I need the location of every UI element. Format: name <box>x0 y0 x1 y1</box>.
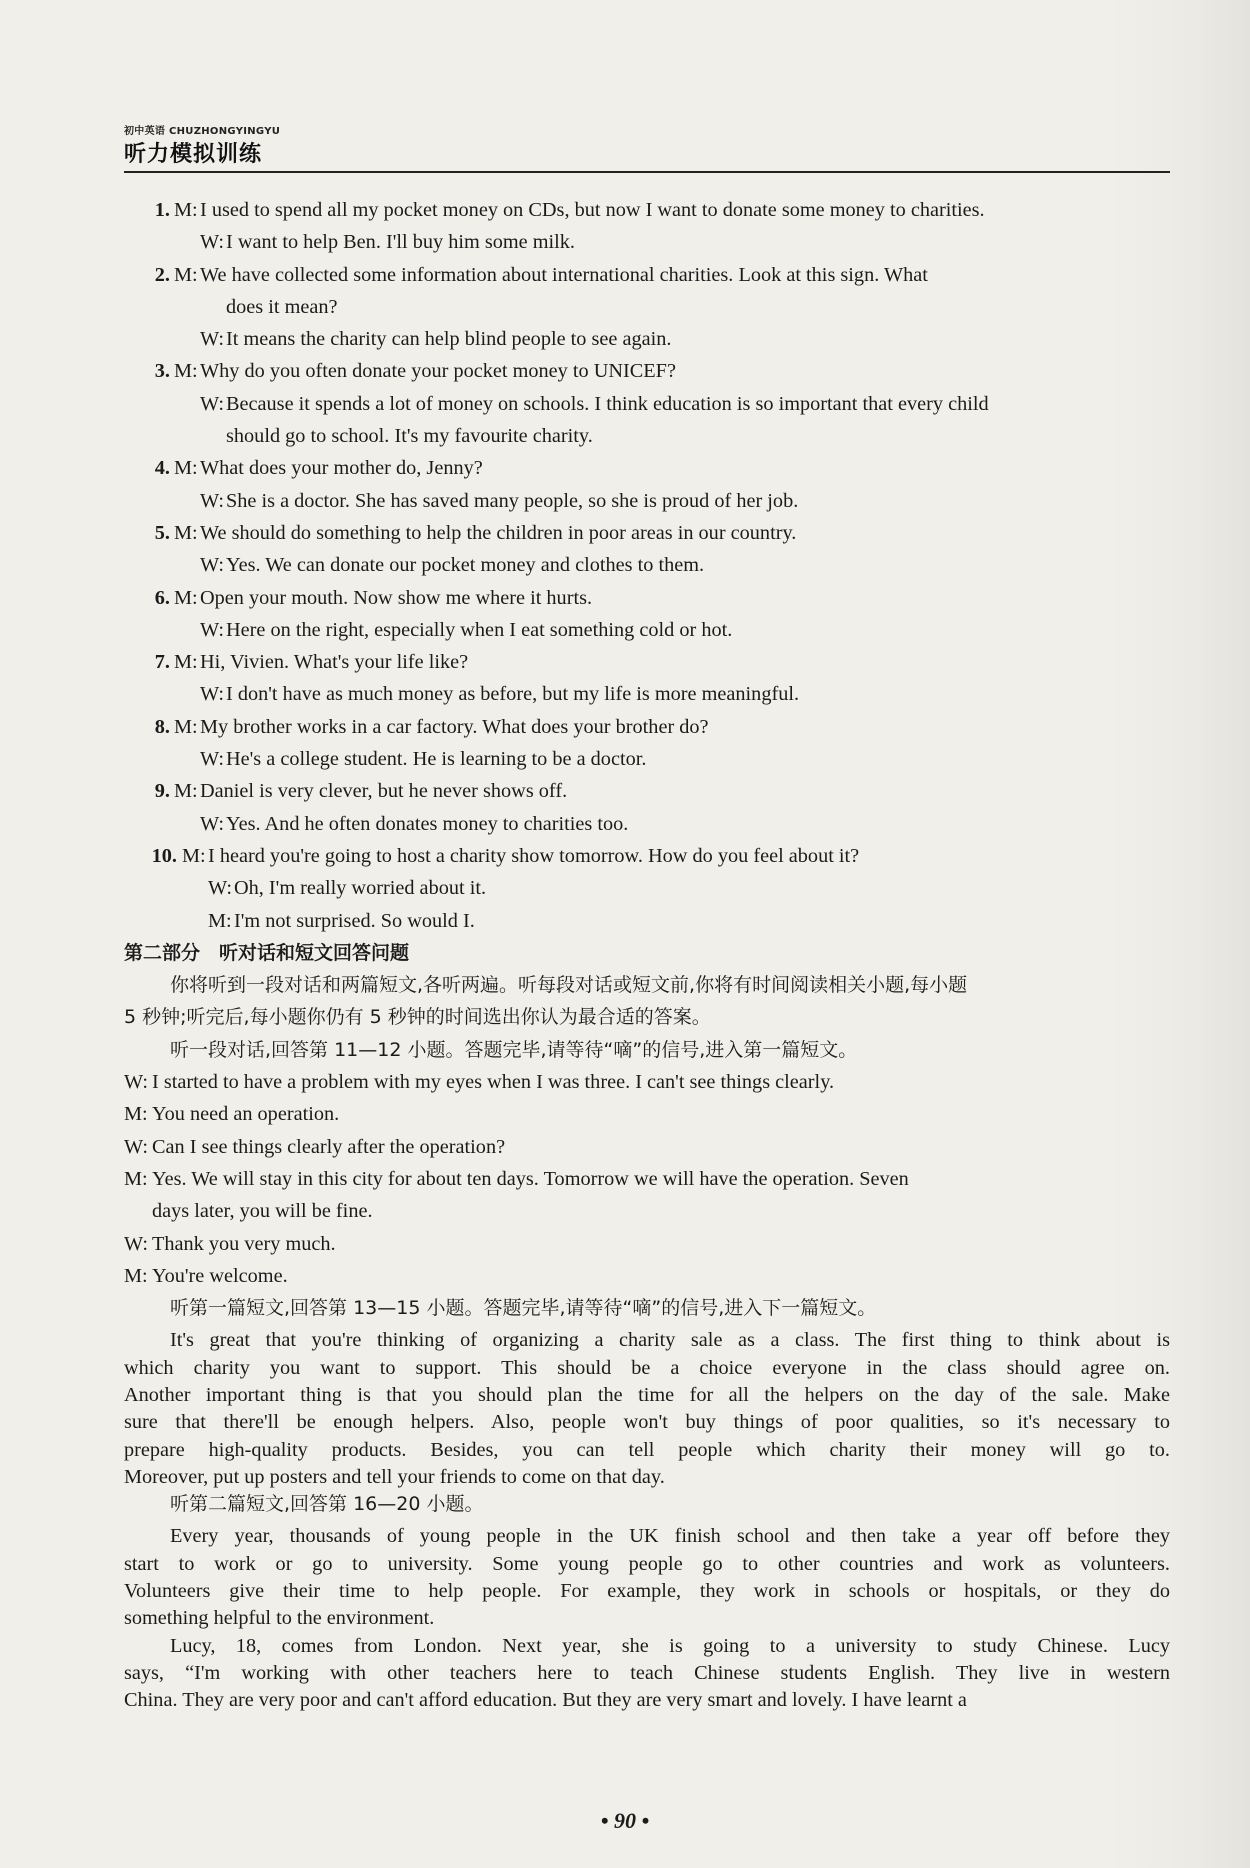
dialogue-text: Yes. We will stay in this city for about ten days. Tomorrow we will have the operation. Seven <box>152 1167 909 1190</box>
passage1-instruction: 听第一篇短文,回答第 13—15 小题。答题完毕,请等待“嘀”的信号,进入下一篇短文。 <box>170 1297 877 1320</box>
passage2-instruction: 听第二篇短文,回答第 16—20 小题。 <box>170 1493 484 1516</box>
dialogue-text: Can I see things clearly after the operation? <box>152 1135 506 1158</box>
dialogue-line <box>124 549 1170 581</box>
question-number: 4. <box>154 457 170 480</box>
intro-line: 5 秒钟;听完后,每小题你仍有 5 秒钟的时间选出你认为最合适的答案。 <box>124 1006 711 1029</box>
dialogue-text: Yes. We can donate our pocket money and clothes to them. <box>226 554 705 577</box>
dialogue-line <box>124 775 1170 807</box>
part1-dialogues <box>124 194 1170 937</box>
dialogue-text: You're welcome. <box>152 1264 288 1287</box>
page-header <box>124 122 1170 173</box>
passage-line: China. They are very poor and can't afford education. But they are very smart and lovely. I have learnt a <box>124 1689 967 1712</box>
passage-line: Every year, thousands of young people in the UK finish school and then take a year off before they <box>170 1525 1170 1548</box>
speaker-label: W: <box>200 328 225 351</box>
dialogue-line <box>124 420 1170 452</box>
dialogue-text: Thank you very much. <box>152 1232 336 1255</box>
dialogue-line <box>124 1260 1170 1292</box>
passage2-paragraph <box>124 1630 1170 1712</box>
speaker-label: W: <box>208 877 233 900</box>
intro-line: 你将听到一段对话和两篇短文,各听两遍。听每段对话或短文前,你将有时间阅读相关小题,每小题 <box>170 974 968 997</box>
speaker-label: W: <box>124 1071 149 1094</box>
dialogue-line <box>124 808 1170 840</box>
question-number: 7. <box>154 651 170 674</box>
passage-line: sure that there'll be enough helpers. Also, people won't buy things of poor qualities, so it's necessary to <box>124 1411 1170 1434</box>
dialogue-line <box>124 1163 1170 1195</box>
dialogue-text: We have collected some information about international charities. Look at this sign. What <box>200 263 928 286</box>
header-subtitle: 初中英语 CHUZHONGYINGYU <box>124 126 281 137</box>
question-number: 3. <box>154 360 170 383</box>
passage-line: prepare high-quality products. Besides, you can tell people which charity their money will go to. <box>124 1438 1170 1461</box>
dialogue-text: does it mean? <box>226 295 338 318</box>
speaker-label: M: <box>124 1264 148 1287</box>
dialogue-text: I don't have as much money as before, but my life is more meaningful. <box>226 683 800 706</box>
dialogue-text: Here on the right, especially when I eat something cold or hot. <box>226 618 733 641</box>
speaker-label: M: <box>174 521 198 544</box>
dialogue-text: My brother works in a car factory. What does your brother do? <box>200 715 709 738</box>
dialogue-text: should go to school. It's my favourite charity. <box>226 425 593 448</box>
passage1 <box>124 1324 1170 1488</box>
speaker-label: M: <box>174 199 198 221</box>
dialogue-line <box>124 194 1170 226</box>
dialogue-text: We should do something to help the children in poor areas in our country. <box>200 521 797 544</box>
speaker-label: W: <box>200 231 225 254</box>
speaker-label: M: <box>174 586 198 609</box>
dialogue-line <box>124 517 1170 549</box>
passage2-paragraph <box>124 1520 1170 1629</box>
dialogue-line <box>124 259 1170 291</box>
speaker-label: M: <box>174 263 198 286</box>
dialogue-text: Open your mouth. Now show me where it hurts. <box>200 586 593 609</box>
header-rule <box>124 171 1170 173</box>
dialogue-text: I used to spend all my pocket money on CDs, but now I want to donate some money to charities. <box>200 199 985 221</box>
dialog-block <box>124 1066 1170 1292</box>
passage-line: Volunteers give their time to help people. For example, they work in schools or hospitals, or they do <box>124 1580 1170 1603</box>
question-number: 10. <box>151 844 177 867</box>
speaker-label: W: <box>200 392 225 415</box>
passage-line: Moreover, put up posters and tell your friends to come on that day. <box>124 1465 665 1488</box>
dialogue-line <box>124 743 1170 775</box>
dialogue-text: I want to help Ben. I'll buy him some milk. <box>226 231 575 254</box>
page-content <box>124 194 1170 1712</box>
dialogue-text: days later, you will be fine. <box>152 1200 373 1223</box>
dialogue-line <box>124 323 1170 355</box>
dialogue-line <box>124 646 1170 678</box>
dialogue-line <box>124 355 1170 387</box>
header-title: 听力模拟训练 <box>124 142 263 167</box>
dialogue-line <box>124 905 1170 937</box>
question-number: 2. <box>154 263 170 286</box>
speaker-label: M: <box>182 844 206 867</box>
speaker-label: W: <box>200 618 225 641</box>
question-number: 1. <box>154 199 170 221</box>
dialogue-text: It means the charity can help blind people to see again. <box>226 328 672 351</box>
dialogue-line <box>124 840 1170 872</box>
dialogue-line <box>124 1195 1170 1227</box>
dialog-instruction: 听一段对话,回答第 11—12 小题。答题完毕,请等待“嘀”的信号,进入第一篇短文。 <box>170 1038 858 1061</box>
dialogue-text: Why do you often donate your pocket money to UNICEF? <box>200 360 676 383</box>
speaker-label: W: <box>200 812 225 835</box>
passage-line: Another important thing is that you should plan the time for all the helpers on the day of the sale. Make <box>124 1383 1170 1406</box>
dialogue-line <box>124 388 1170 420</box>
passage-line: Lucy, 18, comes from London. Next year, she is going to a university to study Chinese. Lucy <box>170 1634 1170 1657</box>
dialogue-line <box>124 452 1170 484</box>
dialogue-text: I'm not surprised. So would I. <box>234 909 475 932</box>
dialogue-text: She is a doctor. She has saved many people, so she is proud of her job. <box>226 489 799 512</box>
dialogue-text: I heard you're going to host a charity show tomorrow. How do you feel about it? <box>208 844 860 867</box>
question-number: 8. <box>154 715 170 738</box>
dialogue-text: Daniel is very clever, but he never shows off. <box>200 780 568 803</box>
dialogue-text: What does your mother do, Jenny? <box>200 457 483 480</box>
dialogue-line <box>124 1228 1170 1260</box>
dialogue-text: Oh, I'm really worried about it. <box>234 877 487 900</box>
section-title: 第二部分 听对话和短文回答问题 <box>124 941 410 964</box>
dialogue-line <box>124 291 1170 323</box>
speaker-label: M: <box>124 1103 148 1126</box>
dialogue-line <box>124 872 1170 904</box>
dialogue-line <box>124 711 1170 743</box>
speaker-label: M: <box>174 651 198 674</box>
page-number: • 90 • <box>600 1808 650 1833</box>
dialogue-line <box>124 678 1170 710</box>
speaker-label: W: <box>124 1135 149 1158</box>
dialogue-line <box>124 1066 1170 1098</box>
passage-line: something helpful to the environment. <box>124 1607 435 1630</box>
speaker-label: M: <box>124 1167 148 1190</box>
speaker-label: M: <box>174 457 198 480</box>
dialogue-text: You need an operation. <box>152 1103 340 1126</box>
dialogue-text: Because it spends a lot of money on schools. I think education is so important that every child <box>226 392 989 415</box>
dialogue-line <box>124 1131 1170 1163</box>
speaker-label: M: <box>174 780 198 803</box>
speaker-label: M: <box>174 715 198 738</box>
passage-line: start to work or go to university. Some young people go to other countries and work as volunteers. <box>124 1552 1170 1575</box>
dialogue-text: He's a college student. He is learning to be a doctor. <box>226 748 647 771</box>
question-number: 5. <box>154 521 170 544</box>
dialogue-line <box>124 226 1170 258</box>
speaker-label: M: <box>174 360 198 383</box>
speaker-label: W: <box>200 489 225 512</box>
speaker-label: W: <box>200 748 225 771</box>
dialogue-line <box>124 1098 1170 1130</box>
dialogue-line <box>124 582 1170 614</box>
dialogue-text: I started to have a problem with my eyes when I was three. I can't see things clearly. <box>152 1071 835 1094</box>
question-number: 6. <box>154 586 170 609</box>
passage-line: It's great that you're thinking of organizing a charity sale as a class. The first thing to think about is <box>170 1329 1170 1352</box>
speaker-label: W: <box>124 1232 149 1255</box>
passage-line: which charity you want to support. This should be a choice everyone in the class should agree on. <box>124 1356 1170 1379</box>
passage-line: says, “I'm working with other teachers here to teach Chinese students English. They live in western <box>124 1661 1170 1684</box>
speaker-label: M: <box>208 909 232 932</box>
dialogue-text: Yes. And he often donates money to charities too. <box>226 812 629 835</box>
dialogue-line <box>124 485 1170 517</box>
dialogue-line <box>124 614 1170 646</box>
question-number: 9. <box>154 780 170 803</box>
dialogue-text: Hi, Vivien. What's your life like? <box>200 651 469 674</box>
speaker-label: W: <box>200 683 225 706</box>
speaker-label: W: <box>200 554 225 577</box>
